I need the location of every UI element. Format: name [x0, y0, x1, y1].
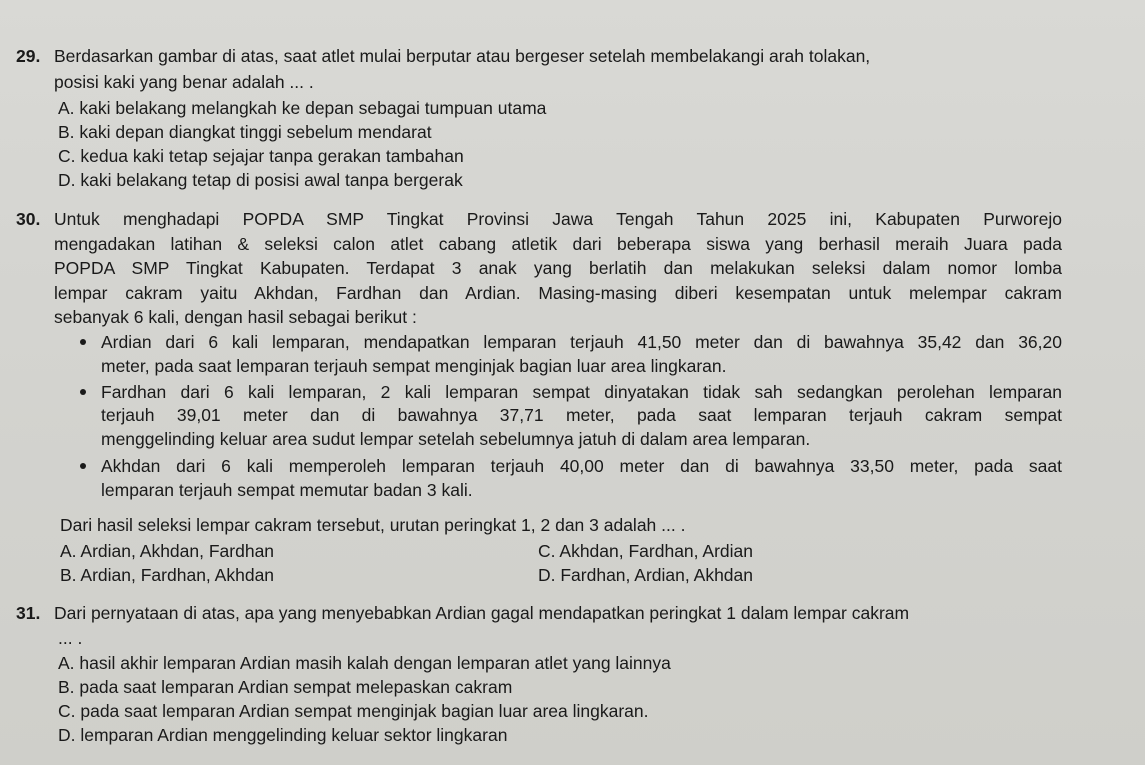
bullet-fardhan-line-1: Fardhan dari 6 kali lemparan, 2 kali lemparan sempat dinyatakan tidak sah sedangkan perolehan lemparan: [101, 382, 1062, 402]
q31-option-c: C. pada saat lemparan Ardian sempat menginjak bagian luar area lingkaran.: [58, 701, 649, 721]
q30-para-line-2: mengadakan latihan & seleksi calon atlet cabang atletik dari beberapa siswa yang berhasil meraih Juara pada: [54, 234, 1062, 254]
q31-option-d: D. lemparan Ardian menggelinding keluar sektor lingkaran: [58, 725, 508, 745]
q30-question: Dari hasil seleksi lempar cakram tersebut, urutan peringkat 1, 2 dan 3 adalah ... .: [60, 515, 686, 535]
q30-option-a: A. Ardian, Akhdan, Fardhan: [60, 541, 275, 561]
bullet-dot: [80, 463, 86, 469]
q29-option-b: B. kaki depan diangkat tinggi sebelum mendarat: [58, 122, 432, 142]
bullet-ardian-line-2: meter, pada saat lemparan terjauh sempat menginjak bagian luar area lingkaran.: [101, 356, 727, 376]
q29-option-d: D. kaki belakang tetap di posisi awal tanpa bergerak: [58, 170, 463, 190]
q29-option-a: A. kaki belakang melangkah ke depan sebagai tumpuan utama: [58, 98, 547, 118]
q31-option-a: A. hasil akhir lemparan Ardian masih kalah dengan lemparan atlet yang lainnya: [58, 653, 671, 673]
q30-option-c: C. Akhdan, Fardhan, Ardian: [538, 541, 753, 561]
q30-para-line-3: POPDA SMP Tingkat Kabupaten. Terdapat 3 anak yang berlatih dan melakukan seleksi dalam nomor lomba: [54, 258, 1062, 278]
q29-number: 29.: [16, 46, 41, 66]
bullet-fardhan-line-3: menggelinding keluar area sudut lempar setelah sebelumnya jatuh di dalam area lemparan.: [101, 429, 811, 449]
bullet-ardian-line-1: Ardian dari 6 kali lemparan, mendapatkan lemparan terjauh 41,50 meter dan di bawahnya 35,42 dan 36,20: [101, 332, 1062, 352]
q30-para-line-1: Untuk menghadapi POPDA SMP Tingkat Provinsi Jawa Tengah Tahun 2025 ini, Kabupaten Purworejo: [54, 209, 1062, 229]
bullet-akhdan-line-1: Akhdan dari 6 kali memperoleh lemparan terjauh 40,00 meter dan di bawahnya 33,50 meter, pada saat: [101, 456, 1062, 476]
q30-option-b: B. Ardian, Fardhan, Akhdan: [60, 565, 275, 585]
q29-stem-line-2: posisi kaki yang benar adalah ... .: [54, 72, 314, 92]
q31-stem-line-1: Dari pernyataan di atas, apa yang menyebabkan Ardian gagal mendapatkan peringkat 1 dalam lempar cakram: [54, 603, 910, 623]
q31-number: 31.: [16, 603, 41, 623]
q31-stem-line-2: ... .: [58, 628, 83, 648]
q30-option-d: D. Fardhan, Ardian, Akhdan: [538, 565, 753, 585]
q29-stem-line-1: Berdasarkan gambar di atas, saat atlet mulai berputar atau bergeser setelah membelakangi arah tolakan,: [54, 46, 871, 66]
q31-option-b: B. pada saat lemparan Ardian sempat melepaskan cakram: [58, 677, 513, 697]
q30-number: 30.: [16, 209, 41, 229]
q30-para-line-4: lempar cakram yaitu Akhdan, Fardhan dan Ardian. Masing-masing diberi kesempatan untuk melempar cakram: [54, 283, 1062, 303]
bullet-fardhan-line-2: terjauh 39,01 meter dan di bawahnya 37,71 meter, pada saat lemparan terjauh cakram sempat: [101, 405, 1062, 425]
q30-para-line-5: sebanyak 6 kali, dengan hasil sebagai berikut :: [54, 307, 417, 327]
q29-option-c: C. kedua kaki tetap sejajar tanpa gerakan tambahan: [58, 146, 464, 166]
bullet-akhdan-line-2: lemparan terjauh sempat memutar badan 3 kali.: [101, 480, 473, 500]
bullet-dot: [80, 339, 86, 345]
bullet-dot: [80, 389, 86, 395]
